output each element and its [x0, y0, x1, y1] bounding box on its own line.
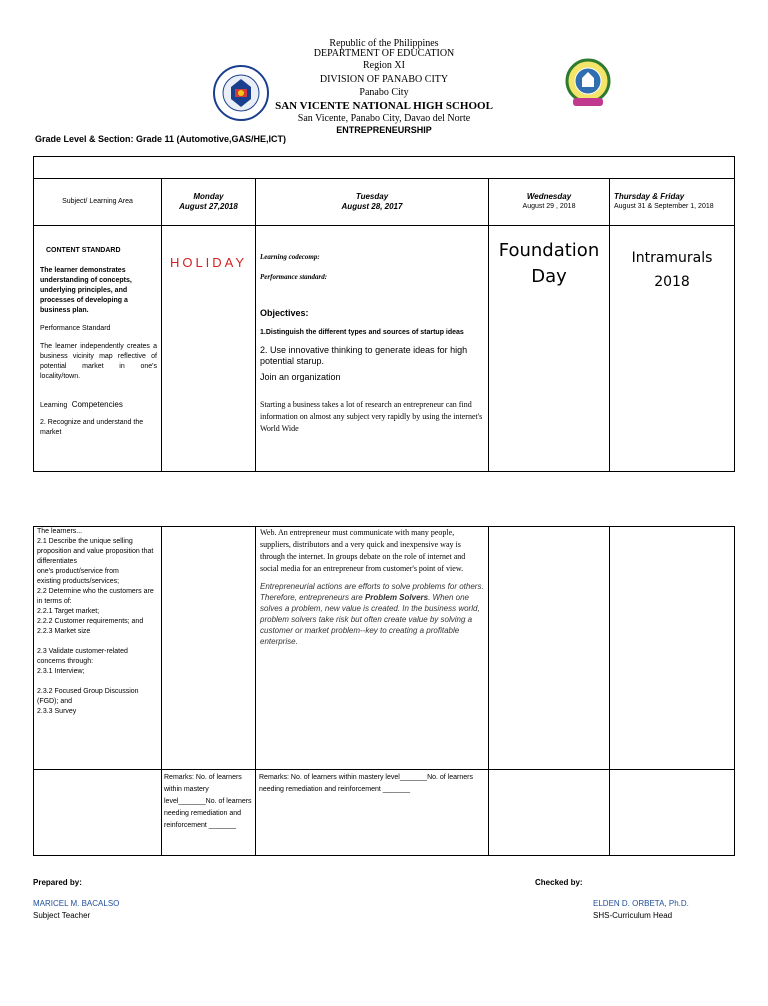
- learners-title: The learners...: [37, 528, 83, 535]
- prepared-by-title: Subject Teacher: [33, 911, 91, 920]
- foundation-day: Foundation Day: [498, 240, 600, 287]
- performance-standard-title: Performance Standard: [40, 325, 111, 332]
- remarks-wednesday: [489, 770, 610, 856]
- thursday-cell-2: [610, 527, 735, 770]
- learners-item: 2.2 Determine who the customers are in terms of:: [37, 588, 154, 605]
- learners-item: 2.3.1 Interview;: [37, 668, 85, 675]
- objective-1: 1.Distinguish the different types and sources of startup ideas: [260, 329, 464, 336]
- header-city: Panabo City: [359, 87, 409, 98]
- thursday-cell: [610, 226, 735, 472]
- thursday-header: Thursday & Friday August 31 & September 1, 2018: [610, 179, 735, 226]
- performance-standard-label: Performance standard:: [260, 273, 328, 281]
- objective-2: 2. Use innovative thinking to generate ideas for high potential starup.: [260, 345, 468, 366]
- content-standard-title: CONTENT STANDARD: [46, 247, 121, 254]
- monday-header: Monday August 27,2018: [162, 179, 256, 226]
- tuesday-header: Tuesday August 28, 2017: [256, 179, 489, 226]
- header-division: DIVISION OF PANABO CITY: [319, 74, 449, 85]
- lesson-plan-table-continued: [33, 526, 735, 856]
- remarks-tuesday: Remarks: No. of learners within mastery level_______No. of learners needing remediation and reinforcement _______: [256, 770, 489, 856]
- lesson-plan-table: [33, 156, 735, 472]
- learning-competencies-text: 2. Recognize and understand the market: [40, 419, 144, 436]
- learners-cell: [34, 527, 162, 770]
- table-top-row: [34, 157, 735, 179]
- prepared-by-label: Prepared by:: [33, 878, 82, 887]
- remarks-label-cell: [34, 770, 162, 856]
- tuesday-paragraph-1: Starting a business takes a lot of research an entrepreneur can find information on almost any subject very rapidly by using the internet's World Wide: [260, 400, 483, 433]
- learners-item: 2.2.3 Market size: [37, 628, 91, 635]
- header-region: Region XI: [363, 60, 405, 71]
- prepared-by-name: MARICEL M. BACALSO: [33, 899, 120, 908]
- learners-item: one's product/service from: [37, 568, 119, 575]
- intramurals-year: 2018: [654, 274, 690, 290]
- tuesday-cell: [256, 226, 489, 472]
- remarks-thursday: [610, 770, 735, 856]
- tuesday-paragraph-3: Entrepreneurial actions are efforts to solve problems for others. Therefore, entrepreneurs are Problem Solvers. When one solves a problem, new value is created. In the business world, problem solvers take risk but often create value by solving a customer or market problem--key to creating a profitable enterprise.: [260, 582, 484, 646]
- grade-level: Grade Level & Section: Grade 11 (Automotive,GAS/HE,ICT): [35, 134, 287, 144]
- learners-item: 2.3.2 Focused Group Discussion (FGD); and: [37, 688, 139, 705]
- checked-by-title: SHS-Curriculum Head: [593, 911, 673, 920]
- wednesday-header: Wednesday August 29 , 2018: [489, 179, 610, 226]
- learners-item: 2.3 Validate customer-related concerns through:: [37, 648, 128, 665]
- wednesday-cell: [489, 226, 610, 472]
- monday-cell: [162, 226, 256, 472]
- learners-item: 2.2.1 Target market;: [37, 608, 100, 615]
- header-school: SAN VICENTE NATIONAL HIGH SCHOOL: [275, 100, 493, 112]
- remarks-monday: Remarks: No. of learners within mastery level_______No. of learners needing remediation and reinforcement _______: [162, 770, 256, 856]
- learners-item: [37, 637, 157, 647]
- learners-item: 2.1 Describe the unique selling proposition and value proposition that differentiates: [37, 538, 154, 565]
- objectives-title: Objectives:: [260, 308, 309, 318]
- header-subject: ENTREPRENEURSHIP: [336, 125, 432, 135]
- learners-item: [37, 677, 157, 687]
- content-standard-text: The learner demonstrates understanding of concepts, underlying principles, and processes of developing a business plan.: [40, 267, 132, 314]
- standards-cell: [34, 226, 162, 472]
- checked-by-label: Checked by:: [535, 878, 583, 887]
- header-republic: Republic of the Philippines: [329, 38, 439, 49]
- intramurals: Intramurals: [631, 250, 713, 266]
- objective-3: Join an organization: [260, 372, 341, 382]
- header-department: DEPARTMENT OF EDUCATION: [313, 48, 455, 59]
- subject-area-header: Subject/ Learning Area: [34, 179, 162, 226]
- learning-competencies-title: Learning Competencies: [40, 400, 123, 409]
- learners-item: 2.3.3 Survey: [37, 708, 77, 715]
- monday-cell-2: [162, 527, 256, 770]
- tuesday-cell-2: [256, 527, 489, 770]
- learning-codecomp: Learning codecomp:: [260, 253, 320, 261]
- learners-item: existing products/services;: [37, 578, 120, 585]
- tuesday-paragraph-2: Web. An entrepreneur must communicate with many people, suppliers, distributors and a very quick and inexpensive way is through the internet. In groups debate on the role of internet and social media for an entrepreneur from customer's point of view.: [260, 528, 466, 573]
- performance-standard-text: The learner independently creates a business vicinity map reflective of potential market in one's locality/town.: [40, 343, 157, 380]
- header-address: San Vicente, Panabo City, Davao del Norte: [297, 113, 471, 124]
- holiday-label: HOLIDAY: [169, 255, 248, 270]
- learners-item: 2.2.2 Customer requirements; and: [37, 618, 144, 625]
- wednesday-cell-2: [489, 527, 610, 770]
- checked-by-name: ELDEN D. ORBETA, Ph.D.: [593, 899, 689, 908]
